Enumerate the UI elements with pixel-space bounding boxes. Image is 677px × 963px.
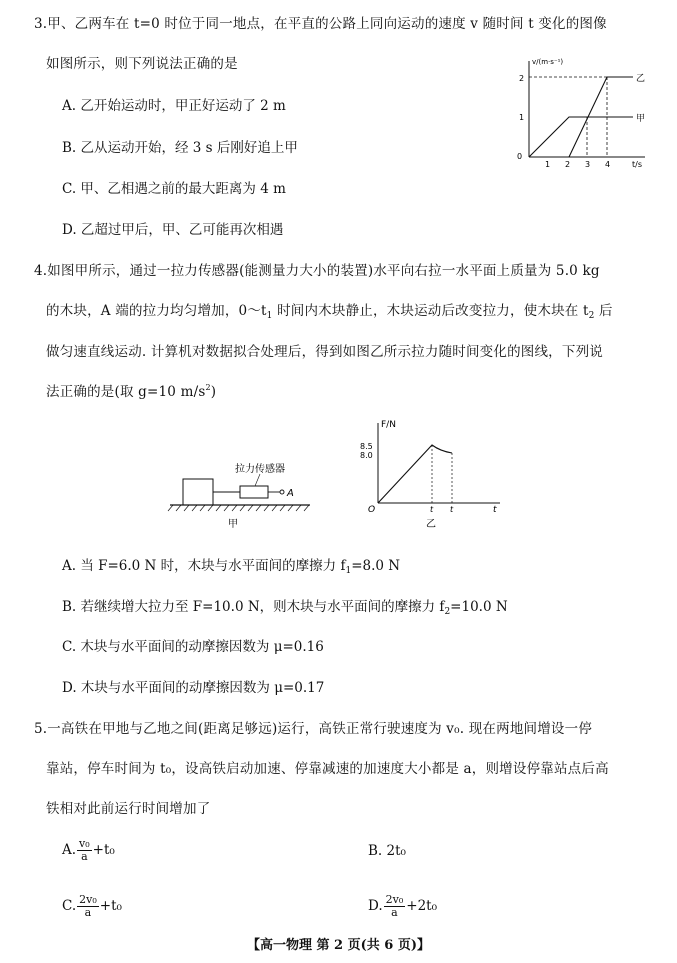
q4-option-d: D. 木块与水平面间的动摩擦因数为 μ=0.17: [62, 680, 325, 696]
q4-f-t1: t: [430, 505, 434, 514]
q4-f-curve: [378, 445, 452, 503]
q3-stem-line1: 3.甲、乙两车在 t=0 时位于同一地点，在平直的公路上同向运动的速度 v 随时间 t 变化的图像: [34, 16, 607, 32]
q5-option-d: [368, 894, 437, 919]
q5-option-c: [62, 894, 122, 919]
q3-option-a: A. 乙开始运动时，甲正好运动了 2 m: [62, 98, 286, 114]
q3-ytick-0: 0: [517, 152, 523, 161]
q4-f-ylabel: F/N: [381, 420, 396, 430]
q5-option-d-fraction: [384, 894, 406, 919]
q5-stem-line2: 靠站，停车时间为 t₀，设高铁启动加速、停靠减速的加速度大小都是 a，则增设停靠站点后高: [46, 761, 609, 777]
q4-f-origin: O: [368, 505, 376, 515]
q3-stem-line2: 如图所示，则下列说法正确的是: [46, 56, 238, 72]
q4-stem-line4-sup: 2: [205, 383, 211, 392]
q4-stem-line2-sub1: 1: [266, 311, 273, 321]
q4-option-a-part1: A. 当 F=6.0 N 时，木块与水平面间的摩擦力 f: [62, 558, 346, 574]
q4-f-xlabel: t: [493, 505, 497, 515]
q5-option-a-num: v₀: [79, 837, 90, 850]
q4-stem-line4-part1: 法正确的是(取 g=10 m/s: [46, 384, 206, 400]
q5-option-d-den: a: [391, 906, 398, 919]
q5-option-a-fraction: [77, 838, 92, 863]
q4-f-tick-80: 8.0: [360, 451, 373, 460]
q4-option-a-part2: =8.0 N: [351, 558, 401, 574]
q5-option-c-num: 2v₀: [79, 893, 97, 906]
q4-option-b-sub: 2: [444, 607, 451, 617]
q5-option-c-den: a: [84, 906, 92, 919]
q3-xtick-3: 3: [585, 160, 591, 169]
q4-fig-yi: [360, 415, 510, 530]
q3-option-d: D. 乙超过甲后，甲、乙可能再次相遇: [62, 222, 284, 238]
q4-stem-line2-sub2: 2: [588, 311, 595, 321]
q4-f-tick-85: 8.5: [360, 442, 373, 451]
q3-option-b: B. 乙从运动开始，经 3 s 后刚好追上甲: [62, 140, 298, 156]
q5-option-a-den: a: [81, 850, 88, 863]
q3-xtick-2: 2: [565, 160, 571, 169]
q4-sensor-label: 拉力传感器: [235, 464, 285, 475]
q4-caption-yi: 乙: [426, 519, 436, 530]
q3-line-jia: [529, 117, 633, 157]
q4-option-b-part1: B. 若继续增大拉力至 F=10.0 N，则木块与水平面间的摩擦力 f: [62, 599, 445, 615]
q3-ylabel: v/(m·s⁻¹): [532, 58, 564, 66]
q3-label-yi: 乙: [636, 74, 646, 84]
q3-label-jia: 甲: [636, 114, 646, 124]
q4-option-b-part2: =10.0 N: [450, 599, 508, 615]
q4-caption-jia: 甲: [228, 519, 238, 530]
q4-ground-hatch: [168, 505, 309, 511]
q4-end-label: A: [287, 488, 294, 499]
q5-option-a-tail: +t₀: [92, 842, 115, 858]
q3-xlabel: t/s: [632, 160, 642, 169]
q4-f-t2: t: [450, 505, 454, 514]
q4-option-a-sub: 1: [345, 566, 352, 576]
q4-end-ring: [280, 490, 284, 494]
q4-stem-line2-part1: 的木块，A 端的拉力均匀增加，0～t: [46, 303, 267, 319]
q5-option-c-tail: +t₀: [99, 898, 122, 914]
q4-sensor-leader: [255, 474, 260, 486]
q4-stem-line1: 4.如图甲所示，通过一拉力传感器(能测量力大小的装置)水平向右拉一水平面上质量为 5.0 kg: [34, 263, 600, 279]
q4-stem-line4-part2: ): [210, 384, 217, 400]
q5-option-c-fraction: [77, 894, 99, 919]
q5-option-a: [62, 838, 115, 863]
q5-stem-line1: 5.一高铁在甲地与乙地之间(距离足够远)运行，高铁正常行驶速度为 v₀. 现在两地间增设一停: [34, 721, 593, 737]
q4-option-a: [62, 554, 400, 576]
q3-xtick-4: 4: [605, 160, 611, 169]
page-footer: 【高一物理 第 2 页(共 6 页)】: [246, 938, 431, 953]
q5-option-d-tail: +2t₀: [406, 898, 438, 914]
q5-option-d-label: D.: [368, 898, 383, 914]
q4-fig-jia: [165, 430, 325, 530]
q4-stem-line4: [46, 380, 216, 400]
q5-option-a-label: A.: [62, 842, 77, 858]
q4-stem-line2-part3: 后: [594, 303, 613, 319]
q3-ytick-2: 2: [519, 74, 525, 83]
q4-wood-block: [183, 479, 213, 505]
q4-stem-line2: [46, 299, 613, 321]
q5-option-d-num: 2v₀: [385, 893, 404, 906]
q3-option-c: C. 甲、乙相遇之前的最大距离为 4 m: [62, 181, 286, 197]
q5-option-c-label: C.: [62, 898, 77, 914]
q5-stem-line3: 铁相对此前运行时间增加了: [46, 801, 211, 817]
q4-stem-line2-part2: 时间内木块静止，木块运动后改变拉力，使木块在 t: [272, 303, 589, 319]
q4-stem-line3: 做匀速直线运动. 计算机对数据拟合处理后，得到如图乙所示拉力随时间变化的图线，下列说: [46, 344, 603, 360]
q4-option-c: C. 木块与水平面间的动摩擦因数为 μ=0.16: [62, 639, 324, 655]
q5-option-b: B. 2t₀: [368, 843, 406, 859]
q4-force-sensor: [240, 486, 268, 498]
q3-xtick-1: 1: [545, 160, 551, 169]
q4-option-b: [62, 595, 508, 617]
q3-ytick-1: 1: [519, 113, 525, 122]
q3-vt-graph: [505, 55, 655, 175]
